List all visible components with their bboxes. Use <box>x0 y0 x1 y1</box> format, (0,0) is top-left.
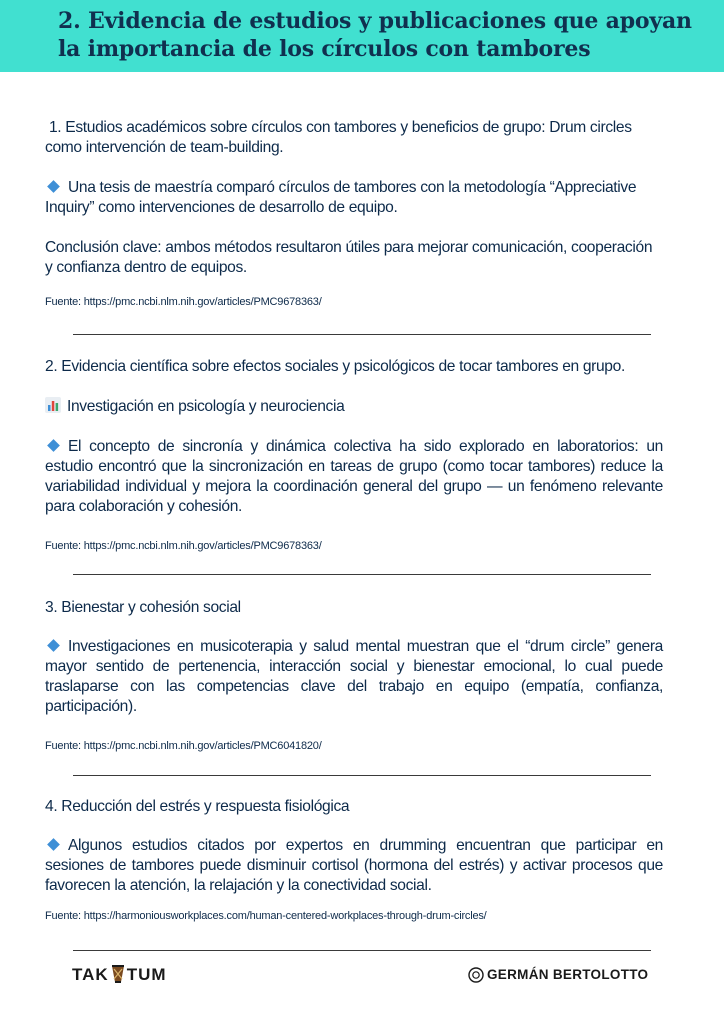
section-4-heading: 4. Reducción del estrés y respuesta fisiológica <box>45 798 350 815</box>
section-4-bullet-text: Algunos estudios citados por expertos en drumming encuentran que participar en sesiones de tambores puede disminuir cortisol (hormona del estrés) y activar procesos que favorecen la atención, la relajación y la conectividad social. <box>45 837 663 894</box>
diamond-bullet-icon <box>47 839 60 852</box>
section-4-bullet <box>45 836 663 896</box>
section-1-conclusion: Conclusión clave: ambos métodos resultaron útiles para mejorar comunicación, cooperación y confianza dentro de equipos. <box>45 239 653 276</box>
section-3-source: Fuente: https://pmc.ncbi.nlm.nih.gov/articles/PMC6041820/ <box>45 740 322 752</box>
logo-right-text: GERMÁN BERTOLOTTO <box>487 967 649 982</box>
section-1-bullet-text: Una tesis de maestría comparó círculos de tambores con la metodología “Appreciative Inquiry” como intervenciones de desarrollo de equipo. <box>45 179 637 216</box>
section-1-heading <box>45 118 663 158</box>
divider <box>73 574 651 575</box>
page-title: 2. Evidencia de estudios y publicaciones que apoyan la importancia de los círculos con tambores <box>58 8 692 62</box>
section-1-heading-text: 1. Estudios académicos sobre círculos con tambores y beneficios de grupo: Drum circles como intervención de team-building. <box>45 119 632 156</box>
section-3-bullet <box>45 637 663 717</box>
logo-left-part-a: TAK <box>72 965 109 984</box>
seal-icon <box>468 967 484 983</box>
section-3-bullet-text: Investigaciones en musicoterapia y salud mental muestran que el “drum circle” genera mayor sentido de pertenencia, interacción social y bienestar emocional, lo cual puede traslaparse con las competencias clave del trabajo en equipo (empatía, confianza, participación). <box>45 638 663 715</box>
divider <box>73 775 651 776</box>
section-2-subheading-text: Investigación en psicología y neurociencia <box>67 398 345 415</box>
drum-icon <box>110 964 126 984</box>
logo-left-part-b: TUM <box>126 965 167 984</box>
divider <box>73 950 651 951</box>
section-1-bullet <box>45 178 663 218</box>
page-header <box>0 0 724 72</box>
divider <box>73 334 651 335</box>
section-2-heading: 2. Evidencia científica sobre efectos sociales y psicológicos de tocar tambores en grupo. <box>45 358 625 375</box>
section-2-subheading <box>45 397 663 417</box>
diamond-bullet-icon <box>47 640 60 653</box>
bar-chart-icon <box>45 397 61 413</box>
section-2-bullet-text: El concepto de sincronía y dinámica colectiva ha sido explorado en laboratorios: un estudio encontró que la sincronización en tareas de grupo (como tocar tambores) reduce la variabilidad individual y mejora la coordinación general del grupo — un fenómeno relevante para colaboración y cohesión. <box>45 438 663 515</box>
diamond-bullet-icon <box>47 440 60 453</box>
section-2-source: Fuente: https://pmc.ncbi.nlm.nih.gov/articles/PMC9678363/ <box>45 540 322 552</box>
section-4-source: Fuente: https://harmoniousworkplaces.com/human-centered-workplaces-through-drum-circles/ <box>45 910 487 922</box>
german-bertolotto-logo <box>468 964 648 986</box>
section-3-heading: 3. Bienestar y cohesión social <box>45 599 241 616</box>
diamond-bullet-icon <box>47 181 60 194</box>
takatum-logo <box>72 964 167 986</box>
section-2-bullet <box>45 437 663 517</box>
section-1-source: Fuente: https://pmc.ncbi.nlm.nih.gov/articles/PMC9678363/ <box>45 296 322 308</box>
